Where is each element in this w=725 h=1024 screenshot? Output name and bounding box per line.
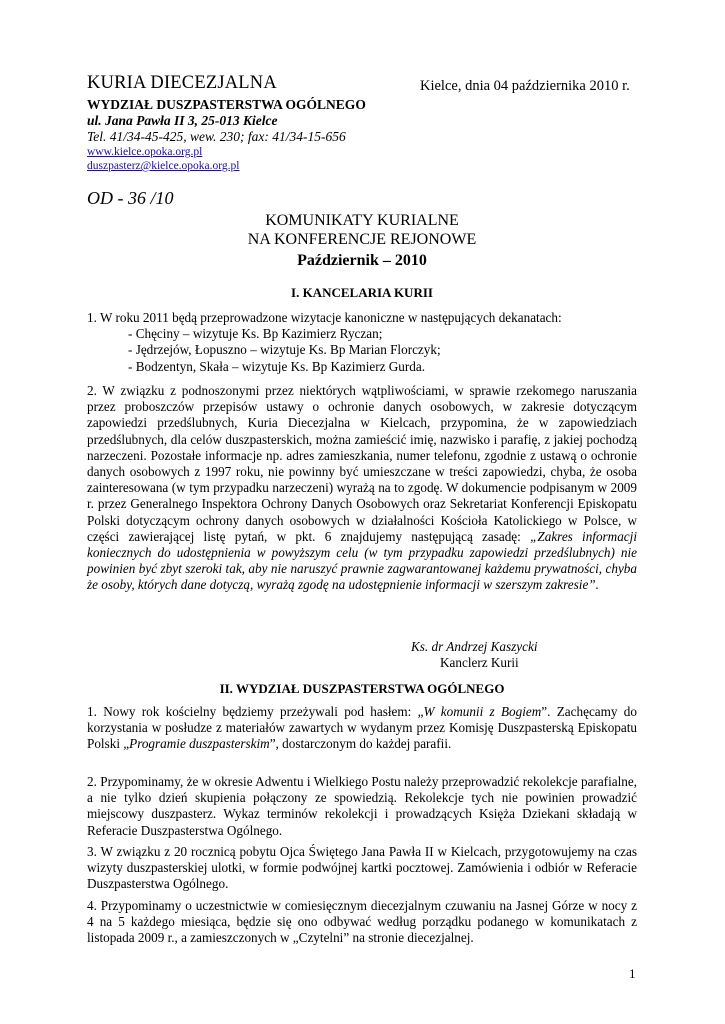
paragraph-text: 2. W związku z podnoszonymi przez niektórych wątpliwościami, w sprawie rzekomego naruszania przez proboszczów przepisów ustawy o ochronie danych osobowych, w zakresie dotyczącym zapowiedzi przedślubnych, Kuria Diecezjalna w Kielcach, przypomina, że w zapowiedziach przedślubnych, dla celów duszpasterskich, można zamieścić imię, nazwisko i parafię, z jakiej pochodzą narzeczeni. Pozostałe informacje np. adres zamieszkania, numer telefonu, zgodnie z ustawą o ochronie danych osobowych z 1997 roku, nie powinny być umieszczane w treści zapowiedzi, chyba, że osoba zainteresowana (w tym przypadku narzeczeni) wyrażą na to zgodę. W dokumencie podpisanym w 2009 r. przez Generalnego Inspektora Ochrony Danych Osobowych oraz Sekretariat Konferencji Episkopatu Polski dotyczącym ochrony danych osobowych w działalności Kościoła Katolickiego w Polsce, w części zawierającej listę pytań, w pkt. 6 znajdujemy następującą zasadę: <box>87 383 637 544</box>
visitation-item: - Bodzentyn, Skała – wizytuje Ks. Bp Kazimierz Gurda. <box>128 358 426 374</box>
page-number: 1 <box>629 966 636 981</box>
section-2-heading: II. WYDZIAŁ DUSZPASTERSTWA OGÓLNEGO <box>219 681 505 696</box>
email-link[interactable]: duszpasterz@kielce.opoka.org.pl <box>87 160 240 172</box>
website-link[interactable]: www.kielce.opoka.org.pl <box>87 146 203 158</box>
title-line-1: KOMUNIKATY KURIALNE <box>265 212 459 229</box>
signature-name: Ks. dr Andrzej Kaszycki <box>411 639 538 654</box>
section-1-paragraph-2 <box>87 383 637 594</box>
visitation-item: - Chęciny – wizytuje Ks. Bp Kazimierz Ryczan; <box>128 326 383 342</box>
pastoral-motto: W komunii z Bogiem <box>423 704 542 719</box>
visitation-item: - Jędrzejów, Łopuszno – wizytuje Ks. Bp Marian Florczyk; <box>128 342 441 358</box>
address: ul. Jana Pawła II 3, 25-013 Kielce <box>87 113 278 128</box>
section-2-paragraph-3: 3. W związku z 20 rocznicą pobytu Ojca Świętego Jana Pawła II w Kielcach, przygotowujemy na czas wizyty duszpasterskiej ulotki, w formie podwójnej kartki pocztowej. Zamówienia i odbiór w Referacie Duszpasterstwa Ogólnego. <box>87 844 637 892</box>
reference-number: OD - 36 /10 <box>87 188 174 208</box>
title-line-3: Październik – 2010 <box>297 252 427 269</box>
section-2-paragraph-2: 2. Przypominamy, że w okresie Adwentu i Wielkiego Postu należy przeprowadzić rekolekcje parafialne, a nie tylko dzień skupienia połączony ze spowiedzią. Rekolekcje tych nie powinien prowadzić miejscowy duszpasterz. Wykaz terminów rekolekcji i prowadzących Księża Dziekani składają w Referacie Duszpasterstwa Ogólnego. <box>87 774 637 838</box>
org-name: KURIA DIECEZJALNA <box>87 73 277 93</box>
department-name: WYDZIAŁ DUSZPASTERSTWA OGÓLNEGO <box>87 97 366 112</box>
section-1-paragraph-1 <box>87 310 637 375</box>
paragraph-text: ”. Zachęcamy do korzystania w posłudze z materiałów zawartych w wydanym przez Komisję Duszpasterską Episkopatu Polski „ <box>87 704 637 752</box>
pastoral-program: Programie duszpasterskim <box>129 736 270 752</box>
paragraph-text: ”, dostarczonym do każdej parafii. <box>269 736 452 752</box>
paragraph-text: 1. Nowy rok kościelny będziemy przeżywali pod hasłem: „ <box>87 704 424 719</box>
title-line-2: NA KONFERENCJE REJONOWE <box>247 231 477 248</box>
phone-fax: Tel. 41/34-45-425, wew. 230; fax: 41/34-15-656 <box>87 129 346 144</box>
quoted-principle: „Zakres informacji koniecznych do udostępnienia w powyższym celu (w tym przypadku zapowiedzi przedślubnych) nie powinien być zbyt szeroki tak, aby nie naruszyć prawnie zagwarantowanej każdemu prywatności, chyba że osoby, których dane dotyczą, wyrażą zgodę na udostępnienie informacji w szerszym zakresie”. <box>87 528 637 593</box>
signature-role: Kanclerz Kurii <box>440 655 519 670</box>
section-2-paragraph-4: 4. Przypominamy o uczestnictwie w comiesięcznym diecezjalnym czuwaniu na Jasnej Górze w nocy z 4 na 5 każdego miesiąca, będzie się ono odbywać według porządku podanego w komunikatach z listopada 2009 r., a zamieszczonych w „Czytelni” na stronie diecezjalnej. <box>87 898 637 946</box>
visitation-intro: 1. W roku 2011 będą przeprowadzone wizytacje kanoniczne w następujących dekanatach: <box>87 310 562 325</box>
document-date: Kielce, dnia 04 października 2010 r. <box>420 78 630 94</box>
section-2-paragraph-1 <box>87 704 637 753</box>
section-1-heading: I. KANCELARIA KURII <box>291 285 433 300</box>
